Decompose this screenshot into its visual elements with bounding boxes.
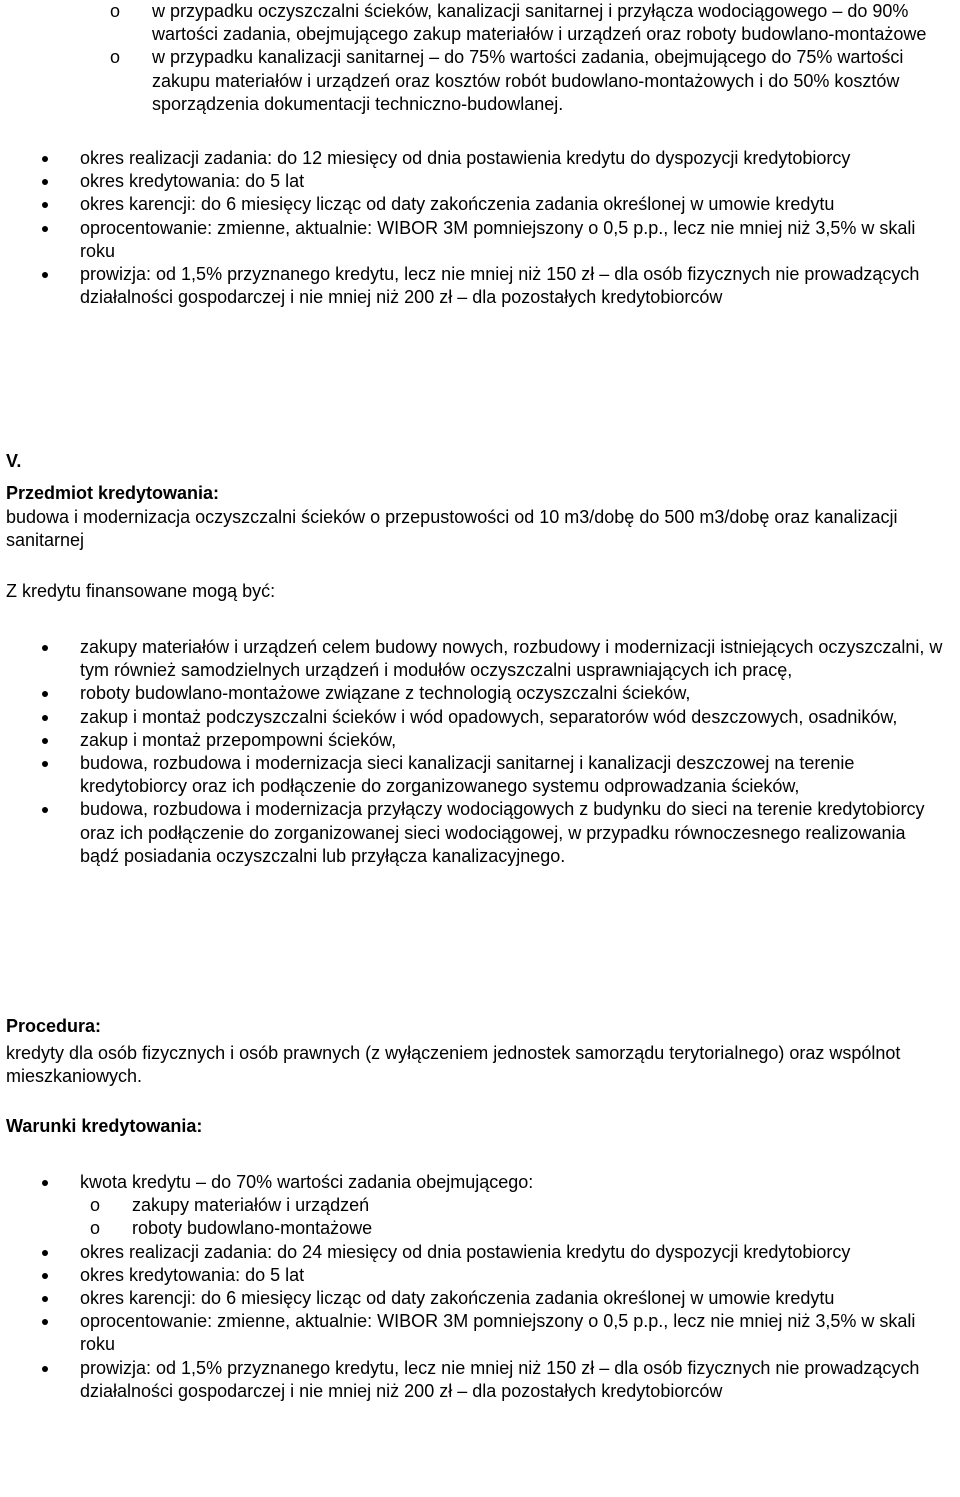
subject-heading: Przedmiot kredytowania: — [6, 483, 220, 503]
list-item-text: zakup i montaż podczyszczalni ścieków i wód opadowych, separatorów wód deszczowych, osadników, — [80, 706, 898, 727]
list-item — [0, 193, 960, 216]
list-item — [0, 682, 960, 705]
bullet-icon — [42, 1180, 48, 1186]
bullet-icon — [42, 202, 48, 208]
list-item-text: okres kredytowania: do 5 lat — [80, 1264, 305, 1285]
financed-heading: Z kredytu finansowane mogą być: — [6, 581, 276, 601]
top-sub-list — [0, 0, 960, 116]
conditions-list — [0, 1171, 960, 1403]
bullet-icon — [42, 715, 48, 721]
list-item — [0, 170, 960, 193]
bullet-icon — [42, 272, 48, 278]
list-item — [0, 798, 960, 868]
list-item-text: okres karencji: do 6 miesięcy licząc od daty zakończenia zadania określonej w umowie kredytu — [80, 1288, 835, 1309]
list-item — [0, 1357, 960, 1403]
list-marker: o — [110, 1, 121, 21]
section-number: V. — [6, 451, 22, 471]
list-item — [0, 263, 960, 309]
bullet-icon — [42, 1250, 48, 1256]
bullet-icon — [42, 156, 48, 162]
sub-item-text: w przypadku oczyszczalni ścieków, kanalizacji sanitarnej i przyłącza wodociągowego – do 90% wartości zadania, obejmującego zakup materiałów i urządzeń oraz roboty budowlano-montażowe — [152, 1, 927, 45]
list-item-text: kwota kredytu – do 70% wartości zadania obejmującego: — [80, 1172, 534, 1192]
top-bullet-list — [0, 147, 960, 309]
bullet-icon — [42, 1296, 48, 1302]
bullet-icon — [42, 807, 48, 813]
sub-list-item — [0, 0, 960, 46]
list-item-text: oprocentowanie: zmienne, aktualnie: WIBOR 3M pomniejszony o 0,5 p.p., lecz nie mniej niż 3,5% w skali roku — [80, 1311, 916, 1355]
bullet-icon — [42, 1273, 48, 1279]
bullet-icon — [42, 1319, 48, 1325]
list-item — [0, 1310, 960, 1356]
sub-list-item — [0, 46, 960, 116]
list-item — [0, 1287, 960, 1310]
list-item — [0, 1264, 960, 1287]
list-marker: o — [90, 1195, 101, 1216]
procedure-heading: Procedura: — [6, 1016, 102, 1036]
list-item-text: okres kredytowania: do 5 lat — [80, 171, 305, 192]
list-item — [0, 636, 960, 682]
list-item-text: prowizja: od 1,5% przyznanego kredytu, lecz nie mniej niż 150 zł – dla osób fizycznych nie prowadzących działalności gospodarczej i nie mniej niż 200 zł – dla pozostałych kredytobiorców — [80, 264, 920, 308]
bullet-icon — [42, 226, 48, 232]
conditions-heading: Warunki kredytowania: — [6, 1116, 203, 1136]
list-item-text: zakup i montaż przepompowni ścieków, — [80, 729, 397, 750]
list-item-text: okres karencji: do 6 miesięcy licząc od daty zakończenia zadania określonej w umowie kredytu — [80, 194, 835, 215]
list-item-text: okres realizacji zadania: do 12 miesięcy od dnia postawienia kredytu do dyspozycji kredytobiorcy — [80, 148, 851, 168]
sub-item-text: roboty budowlano-montażowe — [132, 1218, 373, 1239]
bullet-icon — [42, 1366, 48, 1372]
list-item — [0, 217, 960, 263]
list-item — [0, 1241, 960, 1264]
bullet-icon — [42, 691, 48, 697]
financed-list — [0, 636, 960, 868]
list-marker: o — [110, 47, 121, 68]
list-item — [0, 752, 960, 798]
sub-list-item — [80, 1194, 946, 1217]
sub-list-item — [80, 1217, 946, 1240]
bullet-icon — [42, 738, 48, 744]
list-item-text: zakupy materiałów i urządzeń celem budowy nowych, rozbudowy i modernizacji istniejących oczyszczalni, w tym również samodzielnych urządzeń i modułów oczyszczalni usprawniających ich pracę, — [80, 637, 943, 681]
list-item-text: prowizja: od 1,5% przyznanego kredytu, lecz nie mniej niż 150 zł – dla osób fizycznych nie prowadzących działalności gospodarczej i nie mniej niż 200 zł – dla pozostałych kredytobiorców — [80, 1357, 920, 1401]
list-item-text: budowa, rozbudowa i modernizacja przyłączy wodociągowych z budynku do sieci na terenie kredytobiorcy oraz ich podłączenie do zorganizowanej sieci wodociągowej, w przypadku równoczesnego realizowania bądź posiadania oczyszczalni lub przyłącza kanalizacyjnego. — [80, 799, 925, 866]
list-item — [0, 1171, 960, 1241]
bullet-icon — [42, 179, 48, 185]
list-item-text: oprocentowanie: zmienne, aktualnie: WIBOR 3M pomniejszony o 0,5 p.p., lecz nie mniej niż 3,5% w skali roku — [80, 217, 916, 261]
bullet-icon — [42, 645, 48, 651]
sub-item-text: w przypadku kanalizacji sanitarnej – do 75% wartości zadania, obejmującego do 75% wartości zakupu materiałów i urządzeń oraz kosztów robót budowlano-montażowych i do 50% kosztów sporządzenia dokumentacji techniczno-budowlanej. — [152, 47, 904, 114]
procedure-text: kredyty dla osób fizycznych i osób prawnych (z wyłączeniem jednostek samorządu terytorialnego) oraz wspólnot mieszkaniowych. — [6, 1043, 901, 1087]
list-item-text: roboty budowlano-montażowe związane z technologią oczyszczalni ścieków, — [80, 683, 691, 704]
bullet-icon — [42, 761, 48, 767]
sub-item-text: zakupy materiałów i urządzeń — [132, 1195, 370, 1216]
list-item — [0, 706, 960, 729]
list-item — [0, 729, 960, 752]
list-item-text: budowa, rozbudowa i modernizacja sieci kanalizacji sanitarnej i kanalizacji deszczowej na terenie kredytobiorcy oraz ich podłączenie do zorganizowanego systemu odprowadzania ścieków, — [80, 753, 855, 797]
list-item-text: okres realizacji zadania: do 24 miesięcy od dnia postawienia kredytu do dyspozycji kredytobiorcy — [80, 1241, 851, 1262]
amount-sub-list — [80, 1194, 946, 1240]
list-marker: o — [90, 1218, 101, 1239]
list-item — [0, 147, 960, 170]
subject-text: budowa i modernizacja oczyszczalni ścieków o przepustowości od 10 m3/dobę do 500 m3/dobę oraz kanalizacji sanitarnej — [6, 507, 898, 551]
